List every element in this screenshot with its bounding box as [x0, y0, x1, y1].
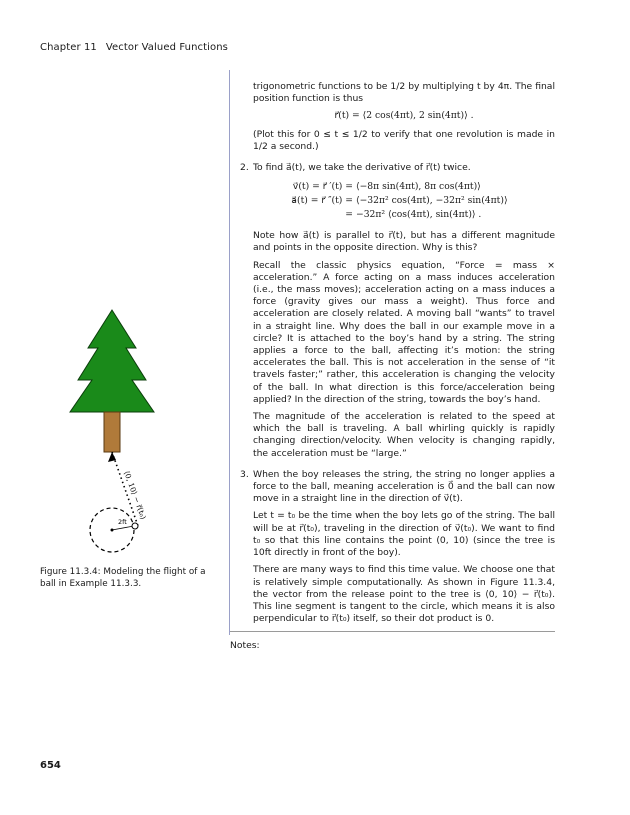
eq-rhs: −32π² ⟨cos(4πt), sin(4πt)⟩ .: [356, 209, 482, 221]
figure-caption: Figure 11.3.4: Modeling the flight of a ball in Example 11.3.3.: [40, 567, 206, 589]
ball-icon: [132, 523, 138, 529]
paragraph-4: Recall the classic physics equation, “Force = mass × acceleration.” A force acting on a mass induces acceleration (i.e., the mass moves); acceleration acting on a mass induces a force (gravity gives our mass a weight). Thus force and acceleration are closely related. A moving ball “wants” to travel in a straight line. Why does the ball in our example move in a circle? It is attached to the boy’s hand by a string. The string applies a force to the ball, affecting it’s motion: the string accelerates the ball. This is not acceleration in the sense of “it travels faster;” rather, this acceleration is changing the velocity of the ball. In what direction is this force/acceleration being applied? In the direction of the string, towards the boy’s hand.: [253, 259, 555, 405]
paragraph-7: There are many ways to find this time value. We choose one that is relatively simple computationally. As shown in Figure 11.3.4, the vector from the release point to the tree is ⟨0, 10⟩ − r⃗(t₀). This line segment is tangent to the circle, which means it is also perpendicular to r⃗(t₀) itself, so their dot product is 0.: [253, 564, 555, 625]
list-item-3: [240, 468, 555, 625]
paragraph-6: Let t = t₀ be the time when the boy lets go of the string. The ball will be at r⃗(t₀), traveling in the direction of v⃗(t₀). We want to find t₀ so that this line contains the point (0, 10) (since the tree is 10ft directly in front of the boy).: [253, 510, 555, 559]
radius-label: 2ft: [118, 518, 127, 526]
vector-arrowhead: [108, 452, 116, 462]
chapter-label: Chapter 11: [40, 42, 97, 53]
radius-line: [112, 526, 134, 530]
equation-derivatives: [253, 180, 555, 222]
tree-icon: [70, 310, 154, 452]
chapter-title: Vector Valued Functions: [105, 42, 228, 53]
notes-divider: [230, 631, 555, 632]
running-header: [40, 42, 228, 53]
item2-intro: To find a⃗(t), we take the derivative of r⃗(t) twice.: [253, 162, 471, 174]
center-dot: [111, 529, 114, 532]
notes-label: Notes:: [230, 640, 260, 651]
eq-rhs: ⟨−8π sin(4πt), 8π cos(4πt)⟩: [356, 181, 481, 193]
equation-position: r⃗(t) = ⟨2 cos(4πt), 2 sin(4πt)⟩ .: [334, 110, 474, 122]
paragraph-2: (Plot this for 0 ≤ t ≤ 1/2 to verify that one revolution is made in 1/2 a second.): [253, 128, 555, 152]
eq-rhs: ⟨−32π² cos(4πt), −32π² sin(4πt)⟩: [356, 195, 508, 207]
item3-text: When the boy releases the string, the string no longer applies a force to the ball, meaning acceleration is 0⃗ and the ball can now move in a straight line in the direction of v⃗(t).: [253, 468, 555, 505]
paragraph-3: Note how a⃗(t) is parallel to r⃗(t), but has a different magnitude and points in the opposite direction. Why is this?: [253, 230, 555, 254]
list-number: 2.: [240, 162, 249, 174]
list-number: 3.: [240, 468, 249, 480]
page-number: 654: [40, 760, 61, 771]
eq-lhs: a⃗(t) = r⃗ ″(t) =: [291, 195, 353, 207]
paragraph-5: The magnitude of the acceleration is related to the speed at which the ball is traveling. A ball whirling quickly is rapidly changing direction/velocity. When velocity is changing rapidly, the acceleration must be “large.”: [253, 411, 555, 459]
main-text-column: [240, 81, 555, 630]
vector-label: ⟨0, 10⟩ − r⃗(t₀): [122, 469, 149, 521]
eq-lhs: =: [345, 209, 353, 221]
paragraph-1: trigonometric functions to be 1/2 by multiplying t by 4π. The final position function is thus: [253, 81, 555, 105]
eq-lhs: v⃗(t) = r⃗ ′(t) =: [292, 181, 353, 193]
tree-ball-figure: [60, 300, 220, 565]
margin-rule: [229, 70, 230, 635]
list-item-2: [240, 162, 555, 460]
